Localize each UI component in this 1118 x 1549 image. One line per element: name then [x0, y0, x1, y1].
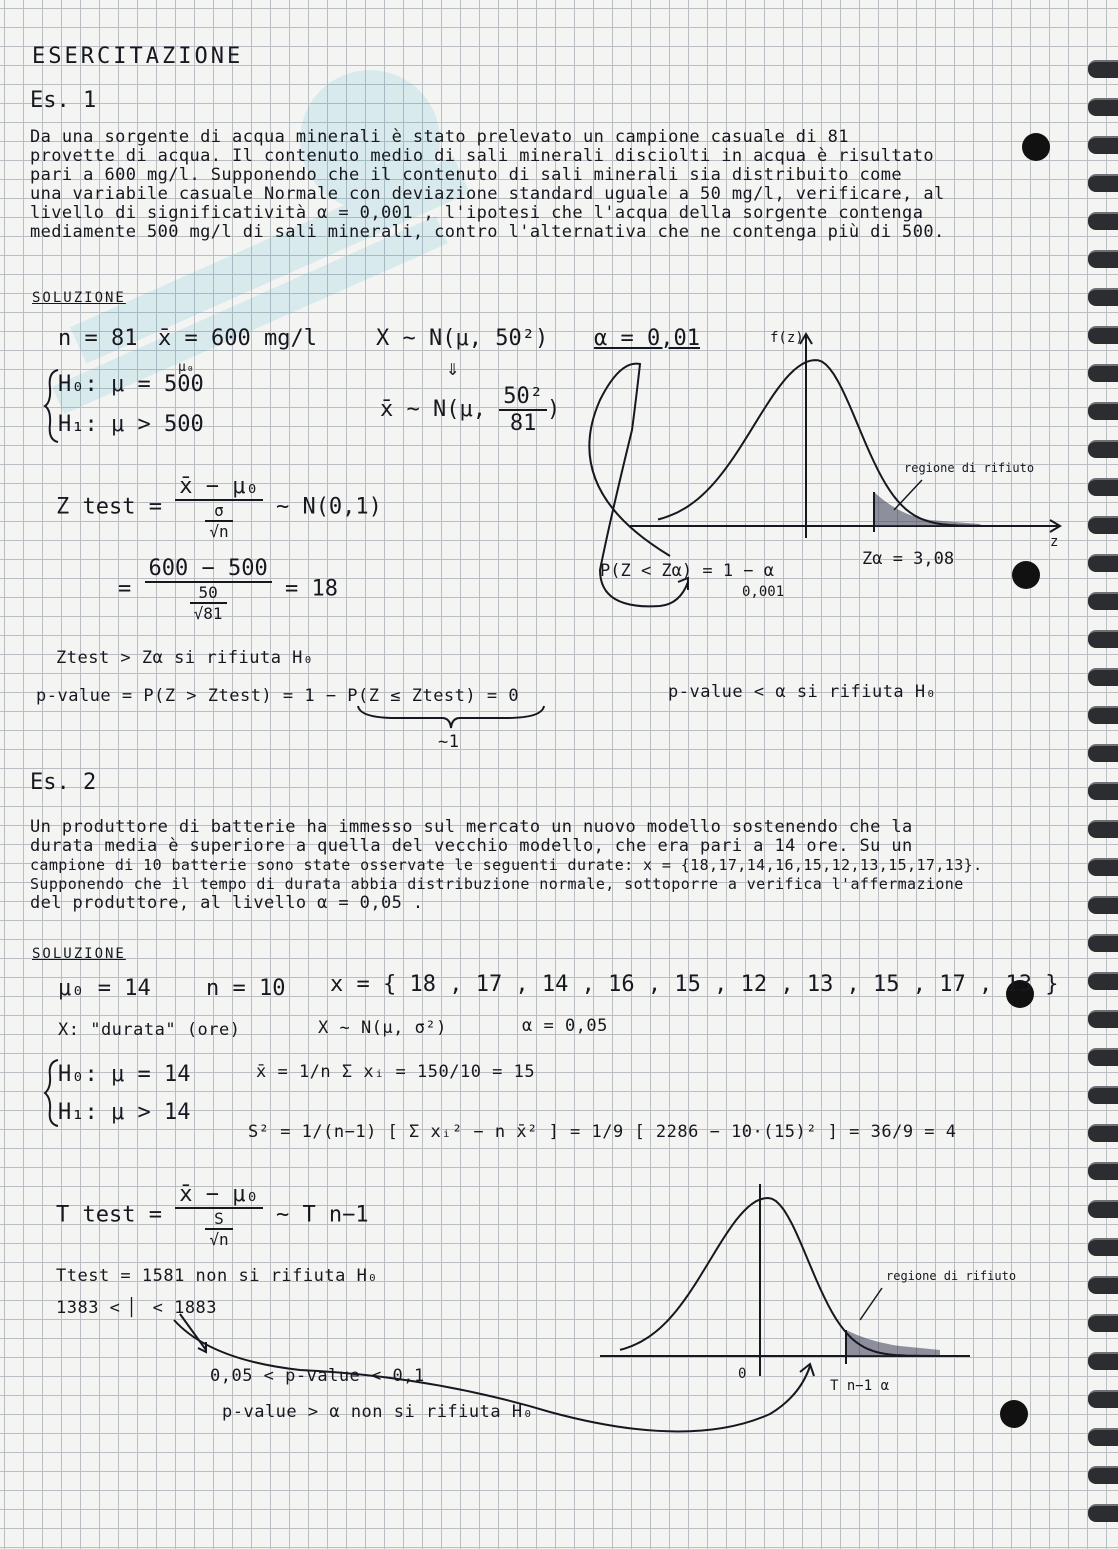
- distribution-xbar: x̄ ~ N(μ, $\frac{\text{50²}}{81}$ ): [380, 384, 561, 436]
- text-line: Supponendo che il tempo di durata abbia distribuzione normale, sottoporre a verifica l'affermazione: [30, 875, 964, 893]
- spiral-ring: [1088, 98, 1118, 116]
- p-value-conclusion: p-value < α si rifiuta H₀: [668, 682, 937, 702]
- spiral-ring: [1088, 1276, 1118, 1294]
- spiral-ring: [1088, 326, 1118, 344]
- text-line: Un produttore di batterie ha immesso sul mercato un nuovo modello sostenendo che la: [30, 818, 913, 837]
- alpha-value: α = 0,01: [594, 326, 700, 351]
- spiral-ring: [1088, 1314, 1118, 1332]
- spiral-ring: [1088, 820, 1118, 838]
- t-test-formula: T test = $\frac{\text{x̄ − μ₀}}{\frac{S}{√n}}$ ~ T n−1: [56, 1182, 369, 1249]
- sample-variance-calc: S² = 1/(n−1) [ Σ xᵢ² − n x̄² ] = 1/9 [ 2286 − 10·(15)² ] = 36/9 = 4: [248, 1122, 957, 1142]
- spiral-ring: [1088, 288, 1118, 306]
- distribution-x: X ~ N(μ, 50²): [376, 326, 549, 351]
- approx-value: ~1: [438, 732, 460, 752]
- spiral-ring: [1088, 1428, 1118, 1446]
- hypothesis-brace: [44, 368, 62, 444]
- spiral-ring: [1088, 1390, 1118, 1408]
- spiral-ring: [1088, 1352, 1118, 1370]
- spiral-ring: [1088, 1048, 1118, 1066]
- solution-label: SOLUZIONE: [32, 946, 126, 962]
- exercise-2-label: Es. 2: [30, 770, 97, 795]
- exercise-2-text: [30, 818, 1070, 913]
- sample-values: x = { 18 , 17 , 14 , 16 , 15 , 12 , 13 , 15 , 17 , 13 }: [330, 972, 1059, 997]
- region-pointer: [860, 1288, 882, 1320]
- alpha-small-label: 0,001: [742, 584, 785, 600]
- variable-definition: X: "durata" (ore): [58, 1020, 241, 1040]
- spiral-ring: [1088, 896, 1118, 914]
- normal-curve-chart: [570, 320, 1070, 610]
- text-line: una variabile casuale Normale con deviazione standard uguale a 50 mg/l, verificare, al: [30, 185, 945, 204]
- arrow-down: ⇓: [446, 356, 460, 381]
- sample-size: n = 10: [206, 976, 286, 1001]
- spiral-ring: [1088, 250, 1118, 268]
- hypothesis-h1: H₁: μ > 500: [58, 412, 204, 437]
- spiral-ring: [1088, 478, 1118, 496]
- spiral-ring: [1088, 1162, 1118, 1180]
- spiral-ring: [1088, 668, 1118, 686]
- spiral-ring: [1088, 706, 1118, 724]
- spiral-ring: [1088, 1238, 1118, 1256]
- spiral-ring: [1088, 136, 1118, 154]
- text-line: mediamente 500 mg/l di sali minerali, contro l'alternativa che ne contenga più di 500.: [30, 223, 945, 242]
- density-curve: [658, 360, 982, 526]
- text-line: campione di 10 batterie sono state osservate le seguenti durate: x = {18,17,14,16,15,12,13,15,17,13}.: [30, 856, 983, 874]
- probability-label: P(Z < Zα) = 1 − α: [600, 561, 774, 581]
- exercise-1-label: Es. 1: [30, 88, 97, 113]
- text-line: del produttore, al livello α = 0,05 .: [30, 894, 424, 913]
- spiral-ring: [1088, 174, 1118, 192]
- approx-brace: [356, 704, 546, 732]
- rejection-statement: Ztest > Zα si rifiuta H₀: [56, 648, 314, 668]
- spiral-ring: [1088, 364, 1118, 382]
- text-line: Da una sorgente di acqua minerali è stato prelevato un campione casuale di 81: [30, 128, 849, 147]
- spiral-ring: [1088, 1086, 1118, 1104]
- text-line: durata media è superiore a quella del vecchio modello, che era pari a 14 ore. Su un: [30, 837, 913, 856]
- text-line: provette di acqua. Il contenuto medio di sali minerali disciolti in acqua è risultato: [30, 147, 934, 166]
- spiral-ring: [1088, 1010, 1118, 1028]
- critical-value-label: Zα = 3,08: [862, 549, 955, 569]
- sample-mean: x̄ = 600 mg/l: [158, 326, 317, 351]
- text-line: pari a 600 mg/l. Supponendo che il contenuto di sali minerali sia distribuito come: [30, 166, 903, 185]
- spiral-ring: [1088, 744, 1118, 762]
- critical-value-label: T n−1 α: [830, 1378, 890, 1394]
- spiral-ring: [1088, 1466, 1118, 1484]
- mu0-value: μ₀ = 14: [58, 976, 151, 1001]
- spiral-ring: [1088, 1504, 1118, 1522]
- spiral-ring: [1088, 516, 1118, 534]
- spiral-ring: [1088, 440, 1118, 458]
- spiral-ring: [1088, 782, 1118, 800]
- rejection-region-fill: [846, 1330, 940, 1356]
- p-value-range: 0,05 < p-value < 0,1: [210, 1366, 425, 1386]
- spiral-ring: [1088, 554, 1118, 572]
- hypothesis-h1: H₁: μ > 14: [58, 1100, 191, 1125]
- annotation-arrow: [174, 1320, 810, 1432]
- spiral-ring: [1088, 972, 1118, 990]
- spiral-ring: [1088, 1124, 1118, 1142]
- text-line: livello di significatività α = 0,001 , l'ipotesi che l'acqua della sorgente contenga: [30, 204, 924, 223]
- spiral-ring: [1088, 212, 1118, 230]
- page-title: ESERCITAZIONE: [32, 44, 244, 69]
- region-label: regione di rifiuto: [904, 461, 1035, 475]
- spiral-ring: [1088, 1200, 1118, 1218]
- alpha-value: α = 0,05: [522, 1016, 608, 1036]
- z-test-calc: = $\frac{600 - 500}{\frac{50}{√81}}$ = 18: [118, 556, 338, 623]
- distribution-x: X ~ N(μ, σ²): [318, 1018, 447, 1038]
- spiral-ring: [1088, 402, 1118, 420]
- hypothesis-h0: H₀: μ = 500: [58, 372, 204, 397]
- region-label: regione di rifiuto: [886, 1269, 1017, 1283]
- punch-hole: [1000, 1400, 1028, 1428]
- t-test-value: Ttest = 1581 non si rifiuta H₀: [56, 1266, 379, 1286]
- spiral-ring: [1088, 630, 1118, 648]
- exercise-1-text: [30, 128, 1070, 242]
- spiral-ring: [1088, 60, 1118, 78]
- region-pointer: [894, 480, 922, 510]
- x-axis-label: z: [1050, 534, 1059, 550]
- sample-size: n = 81: [58, 326, 138, 351]
- p-value-formula: p-value = P(Z > Ztest) = 1 − P(Z ≤ Ztest) = 0: [36, 686, 520, 706]
- spiral-ring: [1088, 934, 1118, 952]
- p-value-conclusion: p-value > α non si rifiuta H₀: [222, 1402, 534, 1422]
- y-axis-label: f(z): [770, 330, 804, 346]
- z-test-formula: Z test = $\frac{\text{x̄ − μ₀}}{\frac{\sigma}{√n}}$ ~ N(0,1): [56, 474, 382, 541]
- critical-inequality: 1383 < ▏ < 1883: [56, 1298, 218, 1318]
- sample-mean-calc: x̄ = 1/n Σ xᵢ = 150/10 = 15: [256, 1062, 536, 1082]
- pointer-arrow: [180, 1314, 206, 1350]
- spiral-ring: [1088, 592, 1118, 610]
- hypothesis-h0: H₀: μ = 14: [58, 1062, 191, 1087]
- mu0-label: μ₀: [178, 360, 195, 375]
- t-distribution-chart: [170, 1180, 1017, 1440]
- solution-label: SOLUZIONE: [32, 290, 126, 306]
- spiral-ring: [1088, 858, 1118, 876]
- zero-label: 0: [738, 1366, 747, 1382]
